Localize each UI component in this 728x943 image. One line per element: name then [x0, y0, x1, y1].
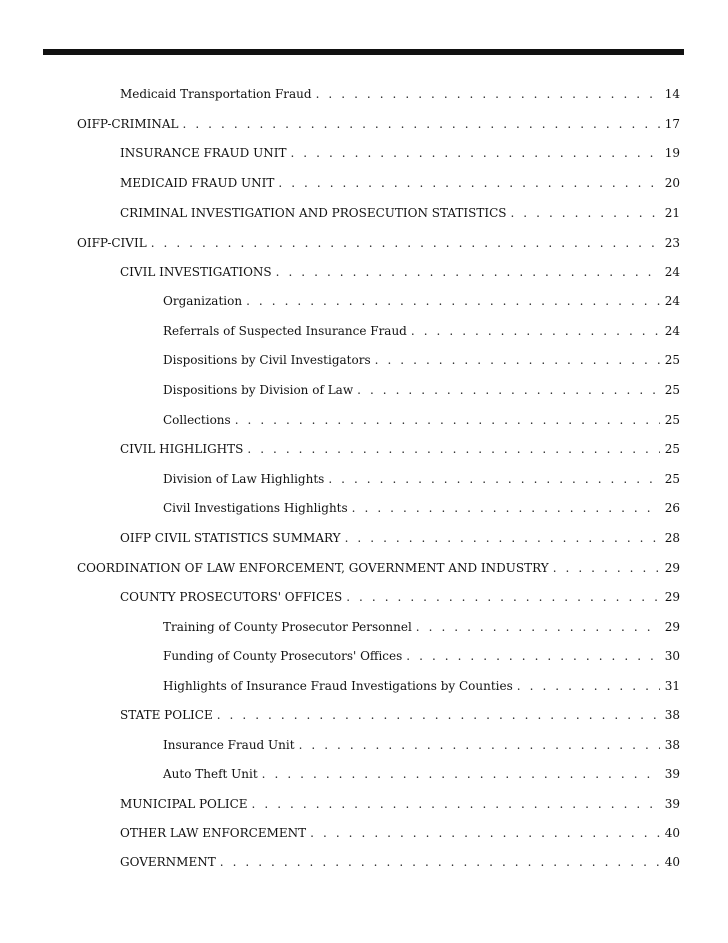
- dot-leader: [262, 766, 660, 782]
- dot-leader: [411, 323, 660, 339]
- toc-entry-title: Dispositions by Civil Investigators: [163, 353, 371, 367]
- toc-entry-title: COORDINATION OF LAW ENFORCEMENT, GOVERNMENT AND INDUSTRY: [77, 561, 549, 575]
- dot-leader: [252, 796, 660, 812]
- toc-entry-page: 29: [664, 561, 680, 575]
- toc-entry-civil-highlights[interactable]: [120, 441, 680, 457]
- toc-entry-medicaid-fraud-unit[interactable]: [120, 175, 680, 191]
- dot-leader: [235, 412, 660, 428]
- toc-entry-county-prosecutors-offices[interactable]: [120, 589, 680, 605]
- toc-entry-page: 21: [664, 206, 680, 220]
- dot-leader: [278, 175, 660, 191]
- toc-entry-page: 38: [664, 708, 680, 722]
- toc-entry-other-law-enforcement[interactable]: [120, 825, 680, 841]
- toc-entry-page: 17: [664, 117, 680, 131]
- dot-leader: [276, 264, 660, 280]
- toc-entry-page: 14: [664, 87, 680, 101]
- toc-entry-title: Collections: [163, 413, 231, 427]
- toc-entry-oifp-civil[interactable]: [77, 235, 680, 251]
- toc-entry-title: STATE POLICE: [120, 708, 213, 722]
- toc-entry-title: Funding of County Prosecutors' Offices: [163, 649, 403, 663]
- toc-entry-title: OIFP-CIVIL: [77, 236, 147, 250]
- toc-entry-title: CIVIL HIGHLIGHTS: [120, 442, 244, 456]
- toc-entry-page: 29: [664, 590, 680, 604]
- toc-entry-page: 25: [664, 383, 680, 397]
- dot-leader: [217, 707, 660, 723]
- dot-leader: [352, 500, 660, 516]
- toc-entry-page: 39: [664, 767, 680, 781]
- toc-entry-title: Referrals of Suspected Insurance Fraud: [163, 324, 407, 338]
- toc-entry-criminal-investigation-statistics[interactable]: [120, 205, 680, 221]
- dot-leader: [151, 235, 660, 251]
- toc-entry-title: Highlights of Insurance Fraud Investigations by Counties: [163, 679, 513, 693]
- toc-entry-division-of-law-highlights[interactable]: [163, 471, 680, 487]
- dot-leader: [517, 678, 660, 694]
- dot-leader: [290, 145, 660, 161]
- dot-leader: [406, 648, 660, 664]
- toc-entry-title: OIFP CIVIL STATISTICS SUMMARY: [120, 531, 341, 545]
- toc-entry-state-police-insurance-fraud-unit[interactable]: [163, 737, 680, 753]
- dot-leader: [247, 441, 660, 457]
- dot-leader: [246, 293, 660, 309]
- toc-entry-page: 25: [664, 413, 680, 427]
- toc-entry-page: 39: [664, 797, 680, 811]
- dot-leader: [183, 116, 661, 132]
- toc-entry-title: OIFP-CRIMINAL: [77, 117, 179, 131]
- toc-entry-page: 20: [664, 176, 680, 190]
- toc-entry-title: OTHER LAW ENFORCEMENT: [120, 826, 307, 840]
- dot-leader: [299, 737, 660, 753]
- toc-entry-page: 24: [664, 324, 680, 338]
- dot-leader: [416, 619, 660, 635]
- toc-entry-oifp-civil-statistics-summary[interactable]: [120, 530, 680, 546]
- toc-entry-title: Training of County Prosecutor Personnel: [163, 620, 412, 634]
- toc-entry-coordination-law-enforcement[interactable]: [77, 560, 680, 576]
- toc-entry-referrals-suspected-fraud[interactable]: [163, 323, 680, 339]
- toc-entry-title: GOVERNMENT: [120, 855, 216, 869]
- toc-entry-page: 40: [664, 826, 680, 840]
- dot-leader: [310, 825, 660, 841]
- toc-entry-page: 28: [664, 531, 680, 545]
- toc-entry-title: Insurance Fraud Unit: [163, 738, 295, 752]
- toc-entry-dispositions-division-of-law[interactable]: [163, 382, 680, 398]
- toc-entry-title: Medicaid Transportation Fraud: [120, 87, 312, 101]
- dot-leader: [510, 205, 660, 221]
- toc-entry-title: COUNTY PROSECUTORS' OFFICES: [120, 590, 343, 604]
- toc-entry-title: MUNICIPAL POLICE: [120, 797, 248, 811]
- toc-entry-insurance-fraud-unit[interactable]: [120, 145, 680, 161]
- toc-entry-auto-theft-unit[interactable]: [163, 766, 680, 782]
- toc-entry-state-police[interactable]: [120, 707, 680, 723]
- toc-entry-page: 25: [664, 472, 680, 486]
- toc-entry-title: Division of Law Highlights: [163, 472, 325, 486]
- toc-entry-collections[interactable]: [163, 412, 680, 428]
- toc-entry-title: Auto Theft Unit: [163, 767, 258, 781]
- toc-entry-page: 31: [664, 679, 680, 693]
- toc-entry-page: 26: [664, 501, 680, 515]
- toc-entry-government[interactable]: [120, 854, 680, 870]
- dot-leader: [345, 530, 660, 546]
- toc-entry-organization[interactable]: [163, 293, 680, 309]
- toc-entry-dispositions-civil-investigators[interactable]: [163, 352, 680, 368]
- toc-entry-page: 23: [664, 236, 680, 250]
- toc-entry-highlights-fraud-investigations-counties[interactable]: [163, 678, 680, 694]
- toc-entry-funding-county-prosecutors-offices[interactable]: [163, 648, 680, 664]
- toc-entry-medicaid-transportation-fraud[interactable]: [120, 86, 680, 102]
- toc-entry-page: 25: [664, 353, 680, 367]
- dot-leader: [357, 382, 660, 398]
- dot-leader: [346, 589, 660, 605]
- dot-leader: [375, 352, 660, 368]
- toc-entry-title: INSURANCE FRAUD UNIT: [120, 146, 287, 160]
- toc-entry-page: 30: [664, 649, 680, 663]
- toc-entry-title: Organization: [163, 294, 243, 308]
- toc-entry-page: 24: [664, 294, 680, 308]
- dot-leader: [553, 560, 660, 576]
- toc-entry-page: 19: [664, 146, 680, 160]
- toc-entry-title: Civil Investigations Highlights: [163, 501, 348, 515]
- dot-leader: [316, 86, 660, 102]
- toc-entry-title: MEDICAID FRAUD UNIT: [120, 176, 275, 190]
- toc-entry-title: CIVIL INVESTIGATIONS: [120, 265, 272, 279]
- toc-entry-title: CRIMINAL INVESTIGATION AND PROSECUTION STATISTICS: [120, 206, 507, 220]
- dot-leader: [328, 471, 660, 487]
- toc-entry-page: 40: [664, 855, 680, 869]
- toc-entry-training-county-prosecutor-personnel[interactable]: [163, 619, 680, 635]
- toc-entry-page: 38: [664, 738, 680, 752]
- toc-entry-page: 25: [664, 442, 680, 456]
- dot-leader: [220, 854, 660, 870]
- toc-entry-page: 24: [664, 265, 680, 279]
- toc-entry-civil-investigations-highlights[interactable]: [163, 500, 680, 516]
- toc-entry-civil-investigations[interactable]: [120, 264, 680, 280]
- toc-entry-oifp-criminal[interactable]: [77, 116, 680, 132]
- toc-entry-municipal-police[interactable]: [120, 796, 680, 812]
- toc-entry-page: 29: [664, 620, 680, 634]
- toc-entry-title: Dispositions by Division of Law: [163, 383, 354, 397]
